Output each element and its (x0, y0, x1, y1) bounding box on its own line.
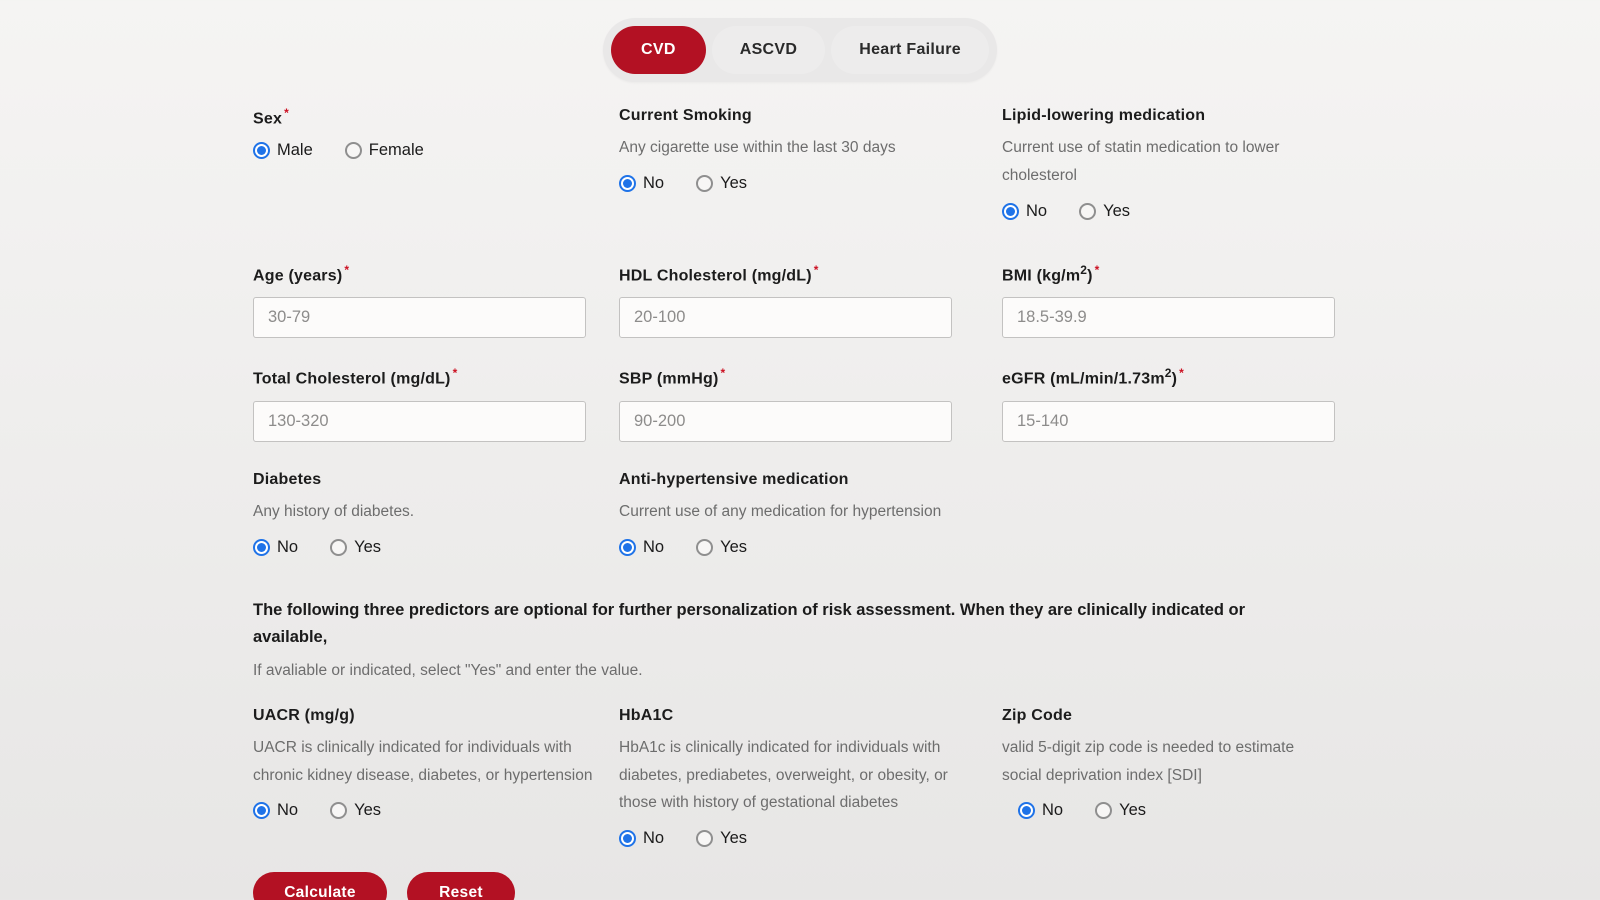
uacr-yes-radio[interactable] (330, 801, 381, 820)
hba1c-field (619, 706, 1002, 849)
radio-unchecked-icon (330, 539, 347, 556)
current-smoking-radio-group (619, 174, 1002, 193)
zip-yes-radio[interactable] (1095, 801, 1146, 820)
radio-checked-icon (619, 830, 636, 847)
radio-unchecked-icon (696, 175, 713, 192)
radio-unchecked-icon (345, 142, 362, 159)
antihtn-no-radio[interactable] (619, 538, 664, 557)
tab-bar-wrapper (0, 0, 1600, 82)
current-smoking-label: Current Smoking (619, 107, 752, 124)
smoking-no-radio[interactable] (619, 174, 664, 193)
uacr-field (253, 706, 619, 849)
diabetes-no-radio[interactable] (253, 538, 298, 557)
current-smoking-field (619, 106, 1002, 221)
sbp-label: SBP (mmHg) * (619, 366, 726, 388)
required-asterisk: * (720, 366, 726, 381)
lipid-lowering-description: Current use of statin medication to lower cholesterol (1002, 139, 1280, 185)
antihtn-yes-radio[interactable] (696, 538, 747, 557)
sbp-input[interactable] (619, 401, 952, 442)
form-actions (253, 872, 1335, 900)
anti-hypertensive-radio-group (619, 538, 1002, 557)
egfr-input[interactable] (1002, 401, 1335, 442)
required-asterisk: * (284, 106, 289, 120)
lipid-yes-radio[interactable] (1079, 202, 1130, 221)
radio-label: Male (277, 140, 313, 159)
radio-unchecked-icon (696, 539, 713, 556)
sex-label: Sex * (253, 106, 289, 128)
uacr-radio-group (253, 801, 619, 820)
radio-checked-icon (253, 539, 270, 556)
required-asterisk: * (344, 262, 350, 277)
lipid-lowering-radio-group (1002, 202, 1335, 221)
diabetes-description: Any history of diabetes. (253, 503, 415, 521)
radio-label: Yes (1119, 801, 1147, 820)
egfr-field (1002, 366, 1335, 442)
radio-label: No (643, 538, 665, 557)
radio-label: Yes (720, 829, 748, 848)
total-cholesterol-field (253, 366, 619, 442)
egfr-label: eGFR $(mL/\min/1.73m^2)$ * (1002, 366, 1185, 388)
radio-checked-icon (253, 802, 270, 819)
radio-checked-icon (253, 142, 270, 159)
reset-button[interactable]: Reset (407, 872, 515, 900)
diabetes-field (253, 470, 619, 557)
diabetes-radio-group (253, 538, 619, 557)
radio-label: Female (368, 140, 424, 159)
anti-hypertensive-description: Current use of any medication for hypertension (619, 503, 942, 521)
radio-label: No (643, 174, 665, 193)
form-row-1 (253, 106, 1335, 221)
age-field (253, 263, 619, 339)
form-row-3 (253, 366, 1335, 442)
sex-female-radio[interactable] (345, 141, 424, 160)
radio-label: No (643, 829, 665, 848)
risk-model-tabs (603, 18, 997, 82)
lipid-lowering-label: Lipid-lowering medication (1002, 107, 1206, 124)
required-asterisk: * (452, 366, 458, 381)
radio-checked-icon (1018, 802, 1035, 819)
bmi-input[interactable] (1002, 297, 1335, 338)
hdl-field (619, 263, 1002, 339)
radio-label: No (1042, 801, 1064, 820)
hba1c-label: HbA1C (619, 706, 674, 724)
radio-label: No (1026, 201, 1048, 220)
tab-cvd[interactable]: CVD (611, 26, 706, 74)
sex-field (253, 106, 619, 221)
radio-checked-icon (619, 175, 636, 192)
sbp-field (619, 366, 1002, 442)
form-row-5 (253, 706, 1335, 849)
form-row-2 (253, 263, 1335, 339)
zip-code-radio-group (1018, 801, 1335, 820)
smoking-yes-radio[interactable] (696, 174, 747, 193)
uacr-description: UACR is clinically indicated for individuals with chronic kidney disease, diabetes, or hypertension (253, 738, 593, 784)
zip-code-description: valid 5-digit zip code is needed to estimate social deprivation index [SDI] (1002, 738, 1295, 784)
radio-label: Yes (720, 538, 748, 557)
radio-unchecked-icon (330, 802, 347, 819)
diabetes-label: Diabetes (253, 471, 322, 488)
uacr-no-radio[interactable] (253, 801, 298, 820)
required-asterisk: * (813, 262, 819, 277)
age-input[interactable] (253, 297, 586, 338)
total-cholesterol-input[interactable] (253, 401, 586, 442)
hdl-label: HDL Cholesterol (mg/dL) * (619, 262, 819, 285)
sex-male-radio[interactable] (253, 141, 313, 160)
current-smoking-description: Any cigarette use within the last 30 days (619, 139, 896, 157)
radio-label: Yes (720, 174, 748, 193)
sex-radio-group (253, 141, 619, 160)
radio-label: No (277, 801, 299, 820)
optional-predictors-heading: The following three predictors are optional for further personalization of risk assessment. When they are clinically indicated or available, (253, 601, 1246, 647)
zip-code-field (1002, 706, 1335, 849)
diabetes-yes-radio[interactable] (330, 538, 381, 557)
total-cholesterol-label: Total Cholesterol (mg/dL) * (253, 366, 458, 388)
age-label: Age (years) * (253, 262, 350, 285)
radio-unchecked-icon (696, 830, 713, 847)
hba1c-description: HbA1c is clinically indicated for individuals with diabetes, prediabetes, overweight, or obesity, or those with history of gestational diabetes (619, 738, 948, 812)
radio-unchecked-icon (1095, 802, 1112, 819)
lipid-lowering-field (1002, 106, 1335, 221)
radio-checked-icon (1002, 203, 1019, 220)
anti-hypertensive-field (619, 470, 1002, 557)
radio-label: Yes (354, 538, 382, 557)
form-row-4-spacer (1002, 470, 1335, 557)
hba1c-yes-radio[interactable] (696, 829, 747, 848)
radio-label: No (277, 538, 299, 557)
tab-heart-failure[interactable]: Heart Failure (831, 26, 989, 74)
hba1c-no-radio[interactable] (619, 829, 664, 848)
radio-label: Yes (1103, 201, 1131, 220)
anti-hypertensive-label: Anti-hypertensive medication (619, 471, 849, 488)
required-asterisk: * (1094, 262, 1100, 277)
risk-calculator-form (253, 106, 1335, 900)
radio-label: Yes (354, 801, 382, 820)
lipid-no-radio[interactable] (1002, 202, 1047, 221)
uacr-label: UACR (mg/g) (253, 706, 355, 724)
hba1c-radio-group (619, 829, 1002, 848)
bmi-field (1002, 263, 1335, 339)
form-row-4 (253, 470, 1335, 557)
zip-no-radio[interactable] (1018, 801, 1063, 820)
tab-ascvd[interactable]: ASCVD (712, 26, 826, 74)
required-asterisk: * (1179, 366, 1185, 381)
calculate-button[interactable]: Calculate (253, 872, 387, 900)
bmi-label: BMI $(kg/m^2)$ * (1002, 262, 1100, 285)
hdl-input[interactable] (619, 297, 952, 338)
optional-predictors-subtext: If avaliable or indicated, select "Yes" and enter the value. (253, 661, 643, 679)
radio-unchecked-icon (1079, 203, 1096, 220)
radio-checked-icon (619, 539, 636, 556)
zip-code-label: Zip Code (1002, 706, 1073, 724)
